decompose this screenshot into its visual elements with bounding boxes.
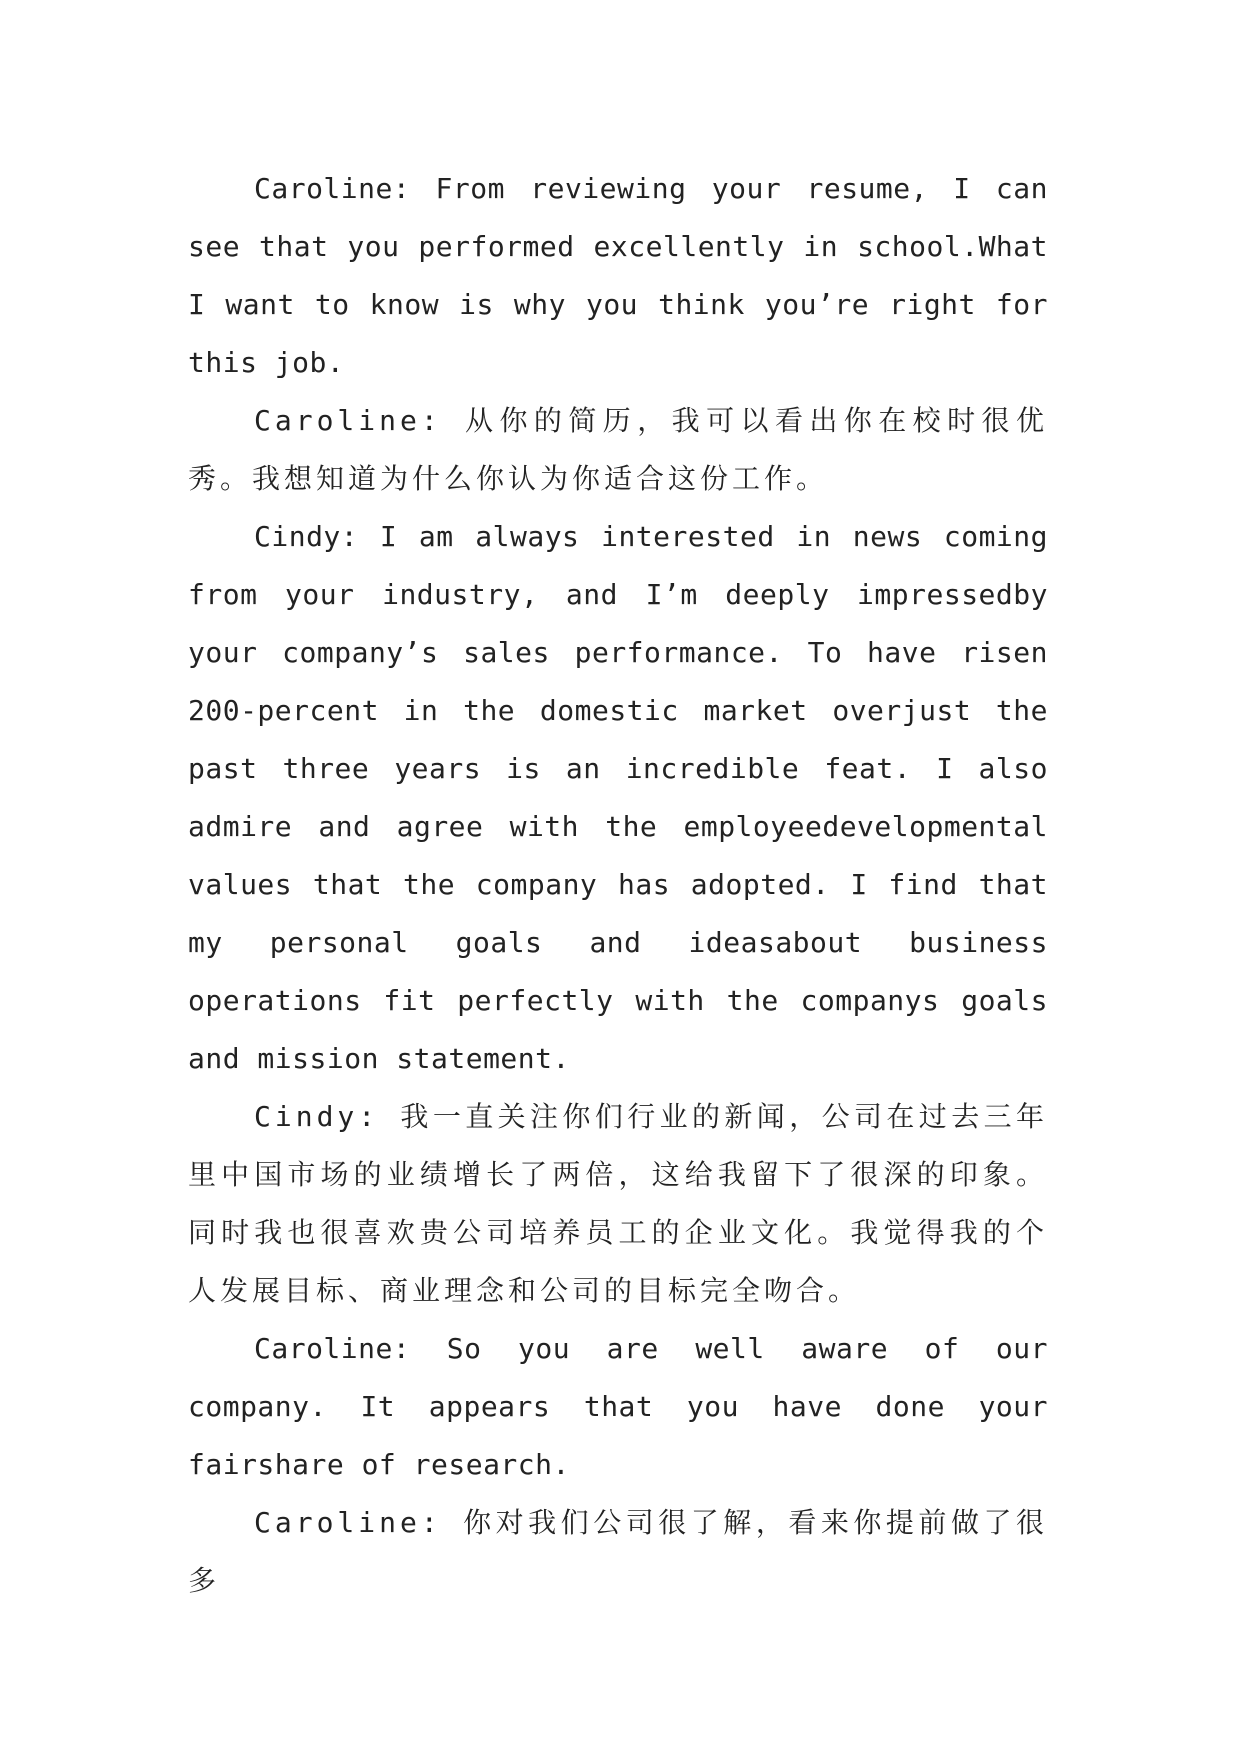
dialogue-paragraph — [188, 160, 1048, 392]
speaker-name: Cindy: — [254, 1100, 380, 1133]
speaker-name: Cindy: — [254, 520, 359, 553]
dialogue-text: From reviewing your resume, I can see that you performed excellently in school.What I want to know is why you think you’re right for this job. — [188, 172, 1048, 379]
speaker-name: Caroline: — [254, 1506, 442, 1539]
speaker-name: Caroline: — [254, 172, 411, 205]
dialogue-text: 我一直关注你们行业的新闻，公司在过去三年里中国市场的业绩增长了两倍，这给我留下了很深的印象。同时我也很喜欢贵公司培养员工的企业文化。我觉得我的个人发展目标、商业理念和公司的目标完全吻合。 — [188, 1100, 1048, 1307]
dialogue-paragraph — [188, 508, 1048, 1088]
dialogue-paragraph — [188, 1494, 1048, 1610]
speaker-name: Caroline: — [254, 1332, 411, 1365]
dialogue-paragraph — [188, 1320, 1048, 1494]
dialogue-text: So you are well aware of our company. It appears that you have done your fairshare of research. — [188, 1332, 1048, 1481]
dialogue-text: 你对我们公司很了解，看来你提前做了很多 — [188, 1506, 1048, 1597]
speaker-name: Caroline: — [254, 404, 442, 437]
document-body — [188, 160, 1048, 1610]
dialogue-paragraph — [188, 1088, 1048, 1320]
dialogue-paragraph — [188, 392, 1048, 508]
dialogue-text: I am always interested in news coming from your industry, and I’m deeply impressedby your company’s sales performance. To have risen 200-percent in the domestic market overjust the past three years is an incredible feat. I also admire and agree with the employeedevelopmental values that the company has adopted. I find that my personal goals and ideasabout business operations fit perfectly with the companys goals and mission statement. — [188, 520, 1048, 1075]
dialogue-text: 从你的简历，我可以看出你在校时很优秀。我想知道为什么你认为你适合这份工作。 — [188, 404, 1048, 495]
